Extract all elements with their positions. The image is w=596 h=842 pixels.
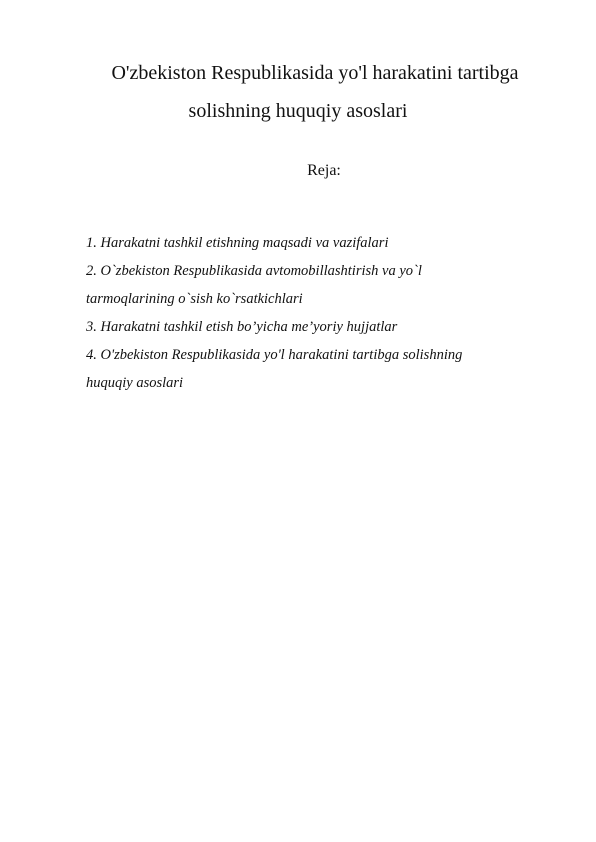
- plan-item-4-continued: huquqiy asoslari: [86, 375, 184, 391]
- plan-item-1: 1. Harakatni tashkil etishning maqsadi va vazifalari: [86, 235, 389, 251]
- plan-item-2-continued: tarmoqlarining o`sish ko`rsatkichlari: [86, 291, 303, 307]
- document-title-line-2: solishning huquqiy asoslari: [188, 100, 408, 122]
- plan-heading: Reja:: [307, 162, 341, 179]
- plan-item-2: 2. O`zbekiston Respublikasida avtomobillashtirish va yo`l: [86, 263, 422, 279]
- plan-item-4: 4. O'zbekiston Respublikasida yo'l harakatini tartibga solishning: [86, 347, 463, 363]
- plan-item-3: 3. Harakatni tashkil etish bo’yicha me’yoriy hujjatlar: [86, 319, 398, 335]
- document-title-line-1: O'zbekiston Respublikasida yo'l harakatini tartibga: [111, 62, 519, 84]
